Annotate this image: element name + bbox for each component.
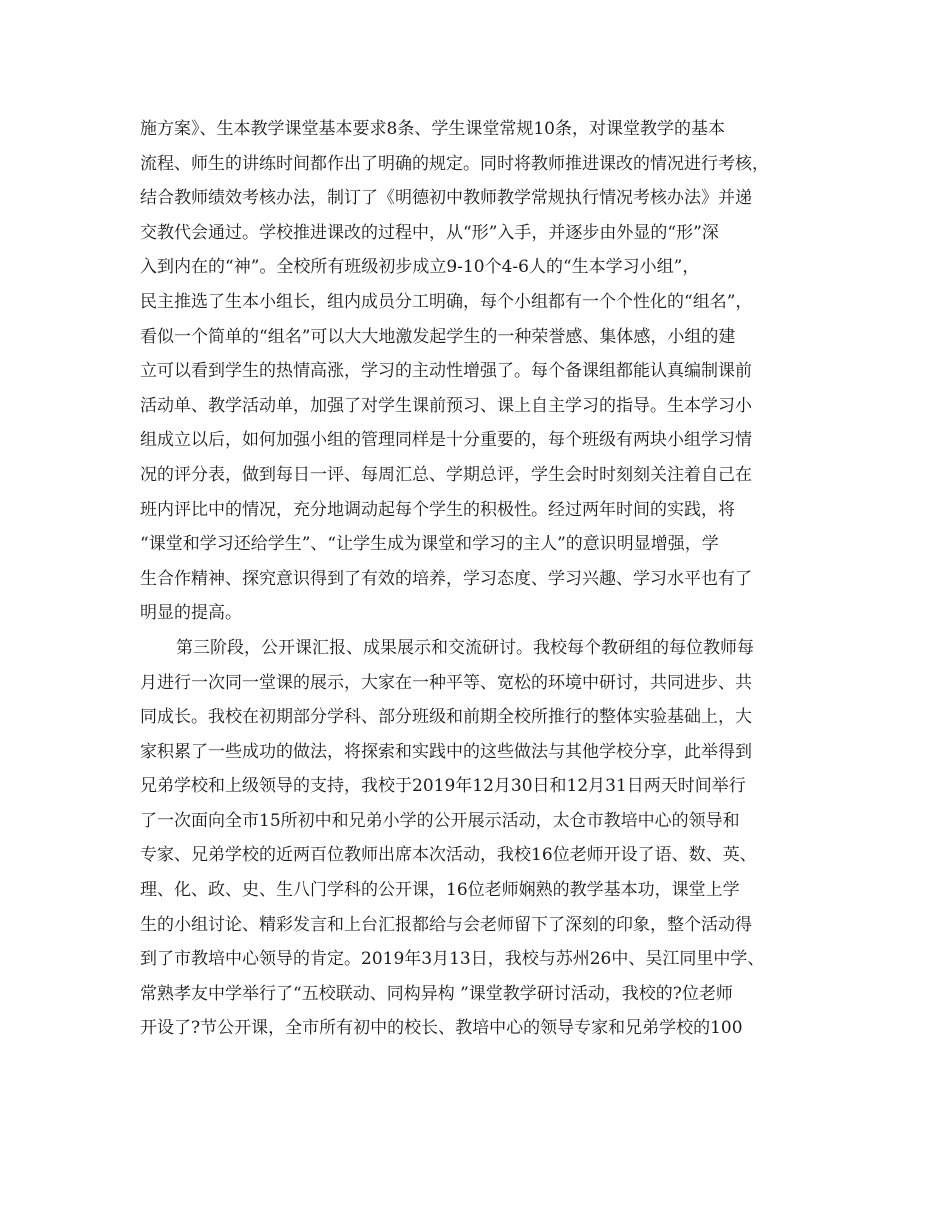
text-line: “课堂和学习还给学生”、“让学生成为课堂和学习的主人”的意识明显增强，学 [140, 534, 719, 555]
text-line: 生合作精神、探究意识得到了有效的培养，学习态度、学习兴趣、学习水平也有了 [140, 568, 752, 589]
text-line: 开设了?节公开课，全市所有初中的校长、教培中心的领导专家和兄弟学校的100 [140, 1018, 743, 1039]
text-line: 常熟孝友中学举行了“五校联动、同构异构 ”课堂教学研讨活动，我校的?位老师 [140, 983, 733, 1004]
text-line: 民主推选了生本小组长，组内成员分工明确，每个小组都有一个个性化的“组名”， [140, 291, 753, 312]
text-line: 兄弟学校和上级领导的支持，我校于2019年12月30日和12月31日两天时间举行 [140, 776, 746, 797]
paragraph-start-line: 第三阶段，公开课汇报、成果展示和交流研讨。我校每个教研组的每位教师每 [176, 637, 754, 658]
text-line: 流程、师生的讲练时间都作出了明确的规定。同时将教师推进课改的情况进行考核， [140, 153, 769, 174]
text-line: 班内评比中的情况，充分地调动起每个学生的积极性。经过两年时间的实践，将 [140, 499, 735, 520]
text-line: 月进行一次同一堂课的展示，大家在一种平等、宽松的环境中研讨，共同进步、共 [140, 672, 752, 693]
text-line: 理、化、政、史、生八门学科的公开课，16位老师娴熟的教学基本功，课堂上学 [140, 880, 740, 901]
text-line: 了一次面向全市15所初中和兄弟小学的公开展示活动，太仓市教培中心的领导和 [140, 810, 740, 831]
body-text [140, 112, 830, 1046]
text-line: 生的小组讨论、精彩发言和上台汇报都给与会老师留下了深刻的印象，整个活动得 [140, 914, 752, 935]
text-line: 明显的提高。 [140, 603, 242, 624]
text-line: 立可以看到学生的热情高涨，学习的主动性增强了。每个备课组都能认真编制课前 [140, 361, 752, 382]
text-line: 交教代会通过。学校推进课改的过程中，从“形”入手，并逐步由外显的“形”深 [140, 222, 719, 243]
text-line: 活动单、教学活动单，加强了对学生课前预习、课上自主学习的指导。生本学习小 [140, 395, 752, 416]
text-line: 结合教师绩效考核办法，制订了《明德初中教师教学常规执行情况考核办法》并递 [140, 188, 752, 209]
text-line: 看似一个简单的“组名”可以大大地激发起学生的一种荣誉感、集体感，小组的建 [140, 326, 736, 347]
text-line: 同成长。我校在初期部分学科、部分班级和前期全校所推行的整体实验基础上，大 [140, 707, 752, 728]
text-line: 入到内在的“神”。全校所有班级初步成立9-10个4-6人的“生本学习小组”， [140, 257, 700, 278]
text-line: 况的评分表，做到每日一评、每周汇总、学期总评，学生会时时刻刻关注着自己在 [140, 464, 752, 485]
text-line: 家积累了一些成功的做法，将探索和实践中的这些做法与其他学校分享，此举得到 [140, 741, 752, 762]
text-line: 到了市教培中心领导的肯定。2019年3月13日，我校与苏州26中、吴江同里中学、 [140, 949, 765, 970]
text-line: 施方案》、生本教学课堂基本要求8条、学生课堂常规10条，对课堂教学的基本 [140, 119, 725, 139]
text-line: 组成立以后，如何加强小组的管理同样是十分重要的，每个班级有两块小组学习情 [140, 430, 752, 451]
text-line: 专家、兄弟学校的近两百位教师出席本次活动，我校16位老师开设了语、数、英、 [140, 845, 757, 866]
